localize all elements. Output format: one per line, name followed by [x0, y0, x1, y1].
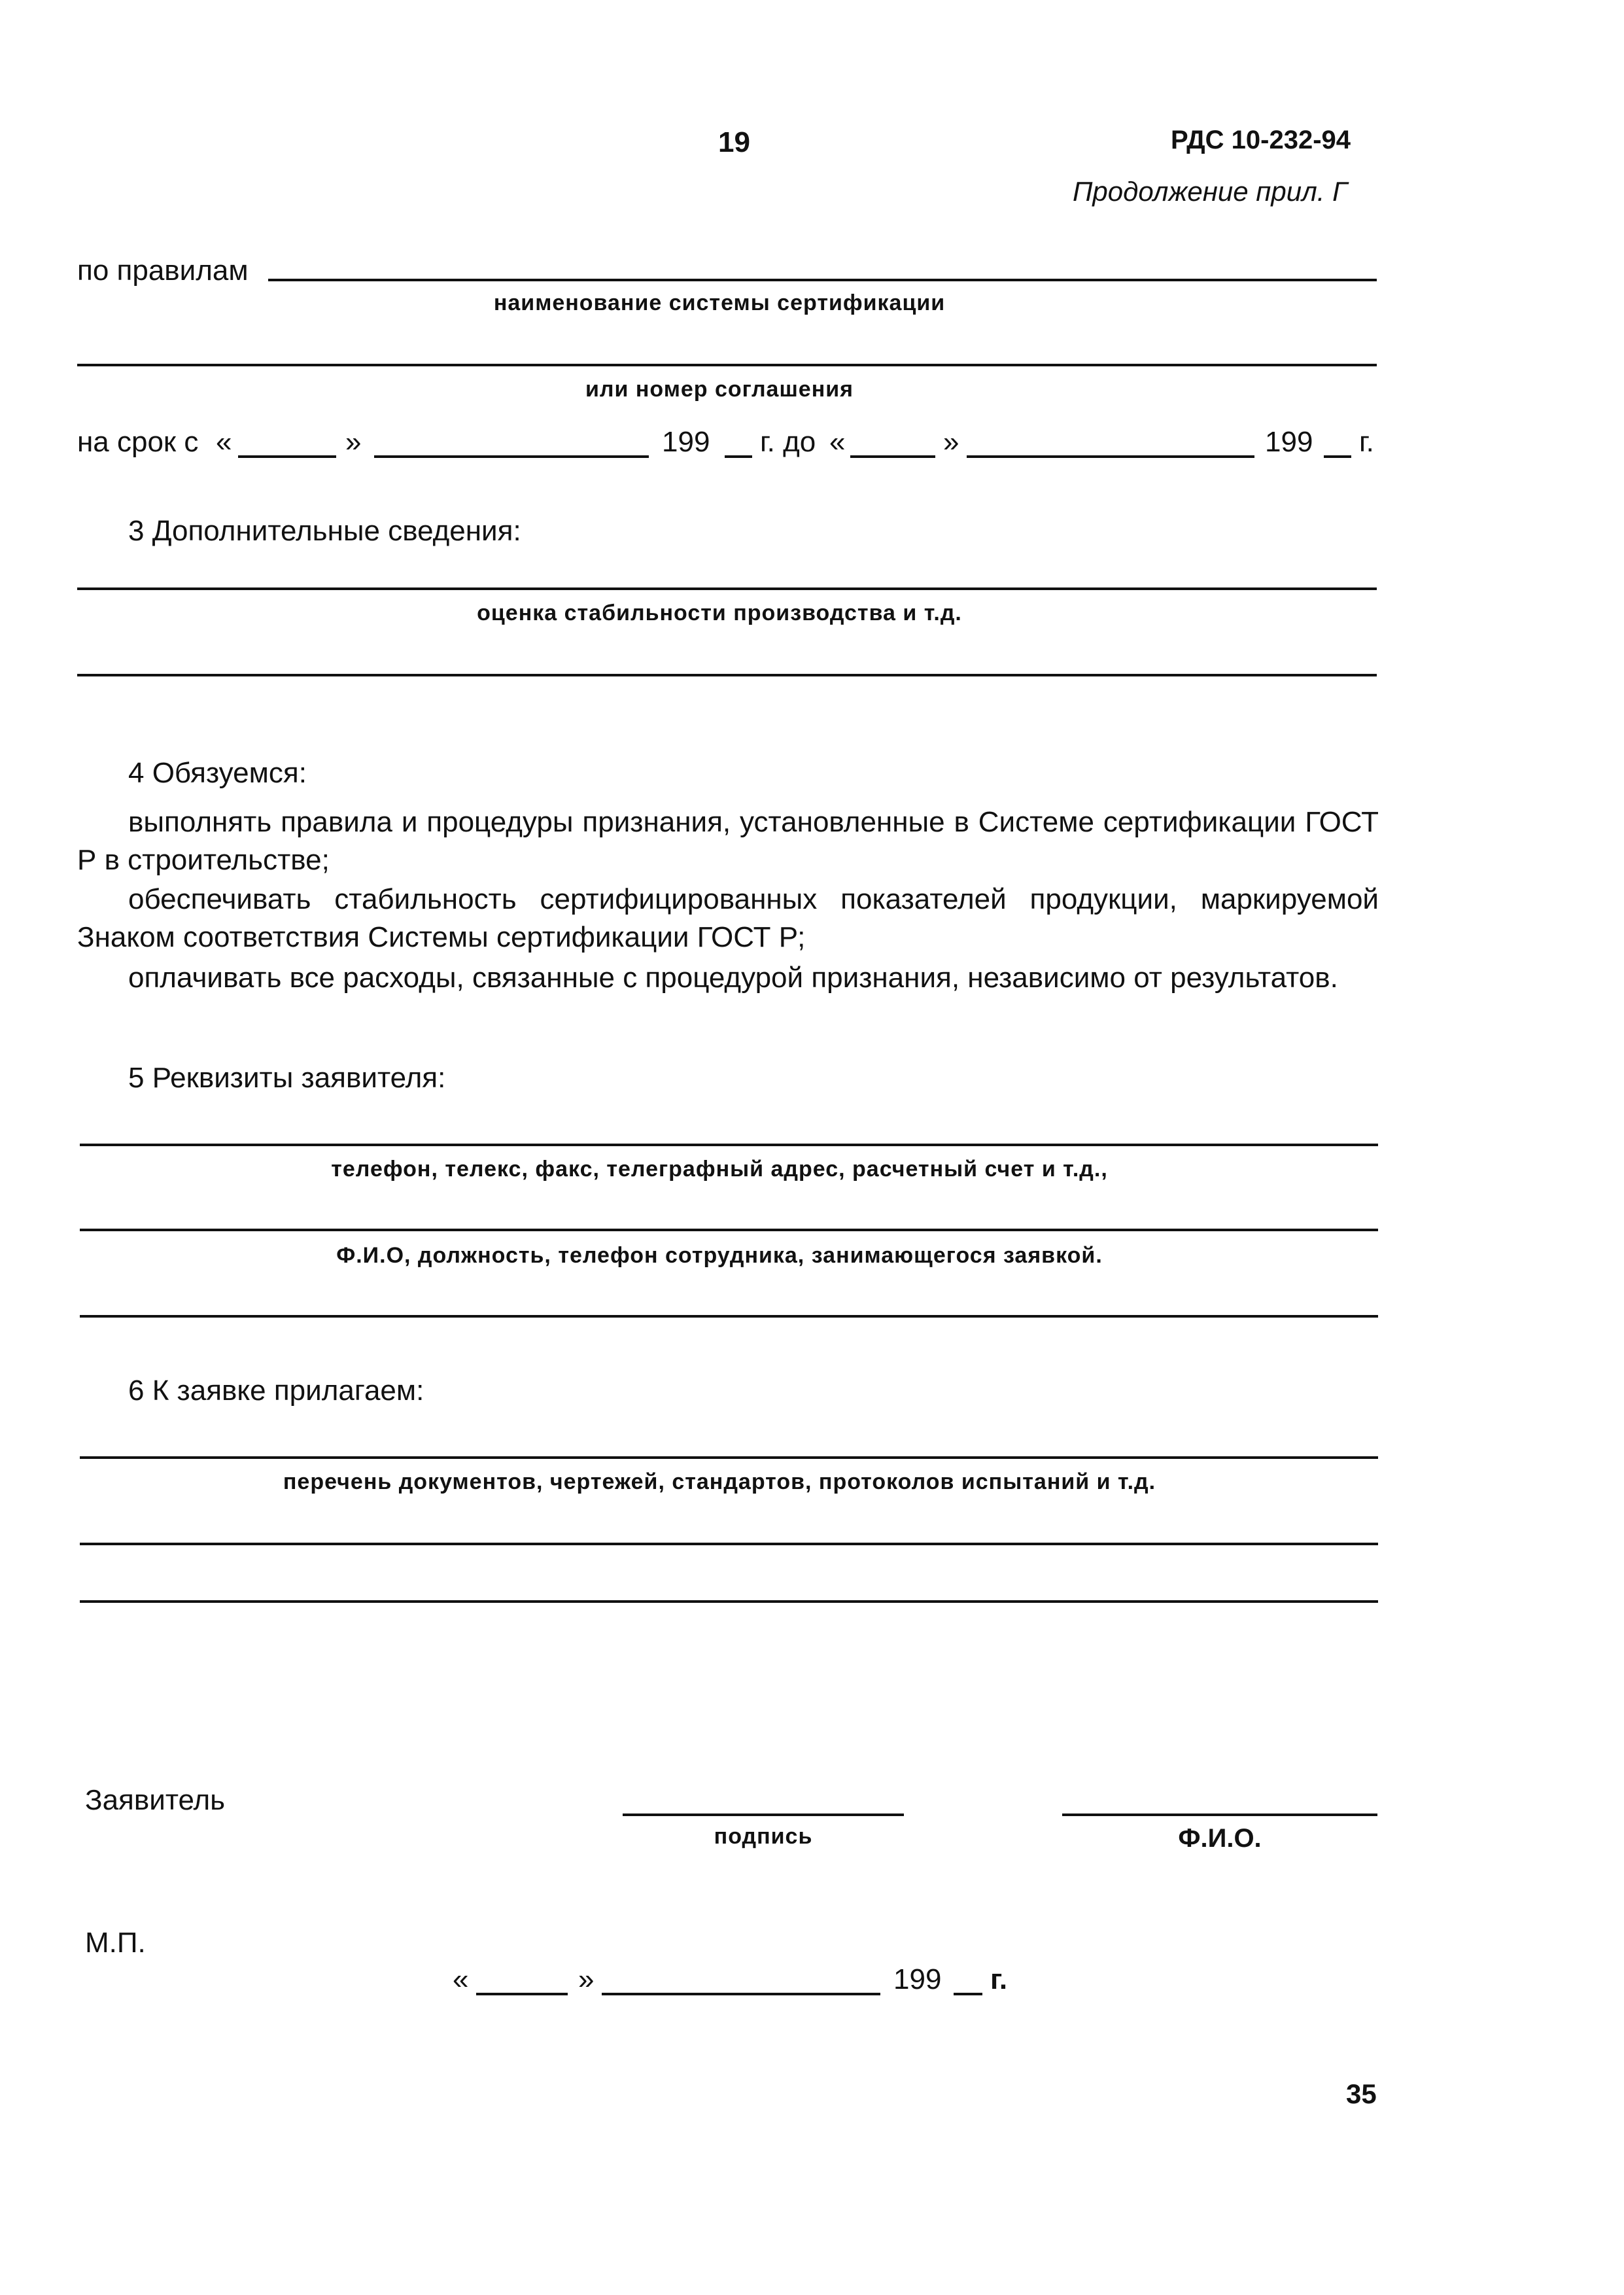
date-year-end: г. [990, 1963, 1008, 1995]
date-month-line [602, 1993, 880, 1995]
year-from-suffix-line [725, 455, 752, 458]
section5-caption-2: Ф.И.О, должность, телефон сотрудника, занимающегося заявкой. [336, 1243, 1103, 1268]
section5-heading: 5 Реквизиты заявителя: [128, 1062, 446, 1094]
quote-close-2: » [943, 426, 959, 458]
section3-input-line-2 [77, 674, 1377, 676]
rules-label: по правилам [77, 254, 249, 287]
section4-paragraph-2: обеспечивать стабильность сертифицированных показателей продукции, маркируемой Знаком соответствия Системы сертификации ГОСТ Р; [77, 883, 1379, 953]
applicant-label: Заявитель [85, 1784, 226, 1816]
section6-heading: 6 К заявке прилагаем: [128, 1375, 424, 1407]
date-year-suffix-line [954, 1993, 982, 1995]
signature-line [623, 1813, 904, 1816]
section3-heading: 3 Дополнительные сведения: [128, 515, 521, 547]
section5-input-line-3 [80, 1315, 1378, 1318]
section6-input-line-2 [80, 1543, 1378, 1545]
year-to-suffix-line [1324, 455, 1351, 458]
section5-caption-1: телефон, телекс, факс, телеграфный адрес, расчетный счет и т.д., [331, 1157, 1108, 1182]
section3-input-line-1 [77, 587, 1377, 590]
name-line [1062, 1813, 1377, 1816]
agreement-caption: или номер соглашения [585, 377, 854, 402]
seal-label: М.П. [85, 1927, 146, 1959]
section6-input-line-3 [80, 1600, 1378, 1603]
section4-paragraph-1: выполнять правила и процедуры признания, установленные в Системе сертификации ГОСТ Р в строительстве; [77, 806, 1379, 876]
signature-caption: подпись [714, 1824, 813, 1849]
term-to-text: г. до [760, 426, 816, 458]
year-from: 199 [662, 426, 710, 458]
page-number-bottom: 35 [1346, 2078, 1377, 2109]
section3-caption: оценка стабильности производства и т.д. [477, 601, 962, 625]
date-quote-close: » [578, 1963, 595, 1995]
term-prefix: на срок с [77, 426, 199, 458]
date-quote-open: « [453, 1963, 469, 1995]
page-number-top: 19 [718, 126, 750, 158]
section5-input-line-1 [80, 1144, 1378, 1146]
day-from-line [238, 455, 336, 458]
month-from-line [374, 455, 649, 458]
rules-system-caption: наименование системы сертификации [493, 290, 946, 315]
quote-open-2: « [829, 426, 846, 458]
section6-input-line-1 [80, 1456, 1378, 1459]
term-year-end: г. [1359, 426, 1374, 458]
continuation-note: Продолжение прил. Г [1073, 176, 1347, 207]
year-to: 199 [1265, 426, 1313, 458]
month-to-line [967, 455, 1254, 458]
document-code: РДС 10-232-94 [1171, 126, 1351, 154]
date-day-line [476, 1993, 568, 1995]
rules-input-line [268, 279, 1377, 281]
name-caption: Ф.И.О. [1178, 1824, 1262, 1853]
section4-heading: 4 Обязуемся: [128, 757, 307, 789]
date-year: 199 [893, 1963, 942, 1995]
section6-caption: перечень документов, чертежей, стандартов, протоколов испытаний и т.д. [283, 1469, 1156, 1494]
section5-input-line-2 [80, 1229, 1378, 1231]
section4-paragraph-3: оплачивать все расходы, связанные с процедурой признания, независимо от результатов. [128, 962, 1338, 994]
quote-close-1: » [345, 426, 362, 458]
day-to-line [850, 455, 935, 458]
quote-open-1: « [216, 426, 232, 458]
agreement-input-line [77, 364, 1377, 366]
